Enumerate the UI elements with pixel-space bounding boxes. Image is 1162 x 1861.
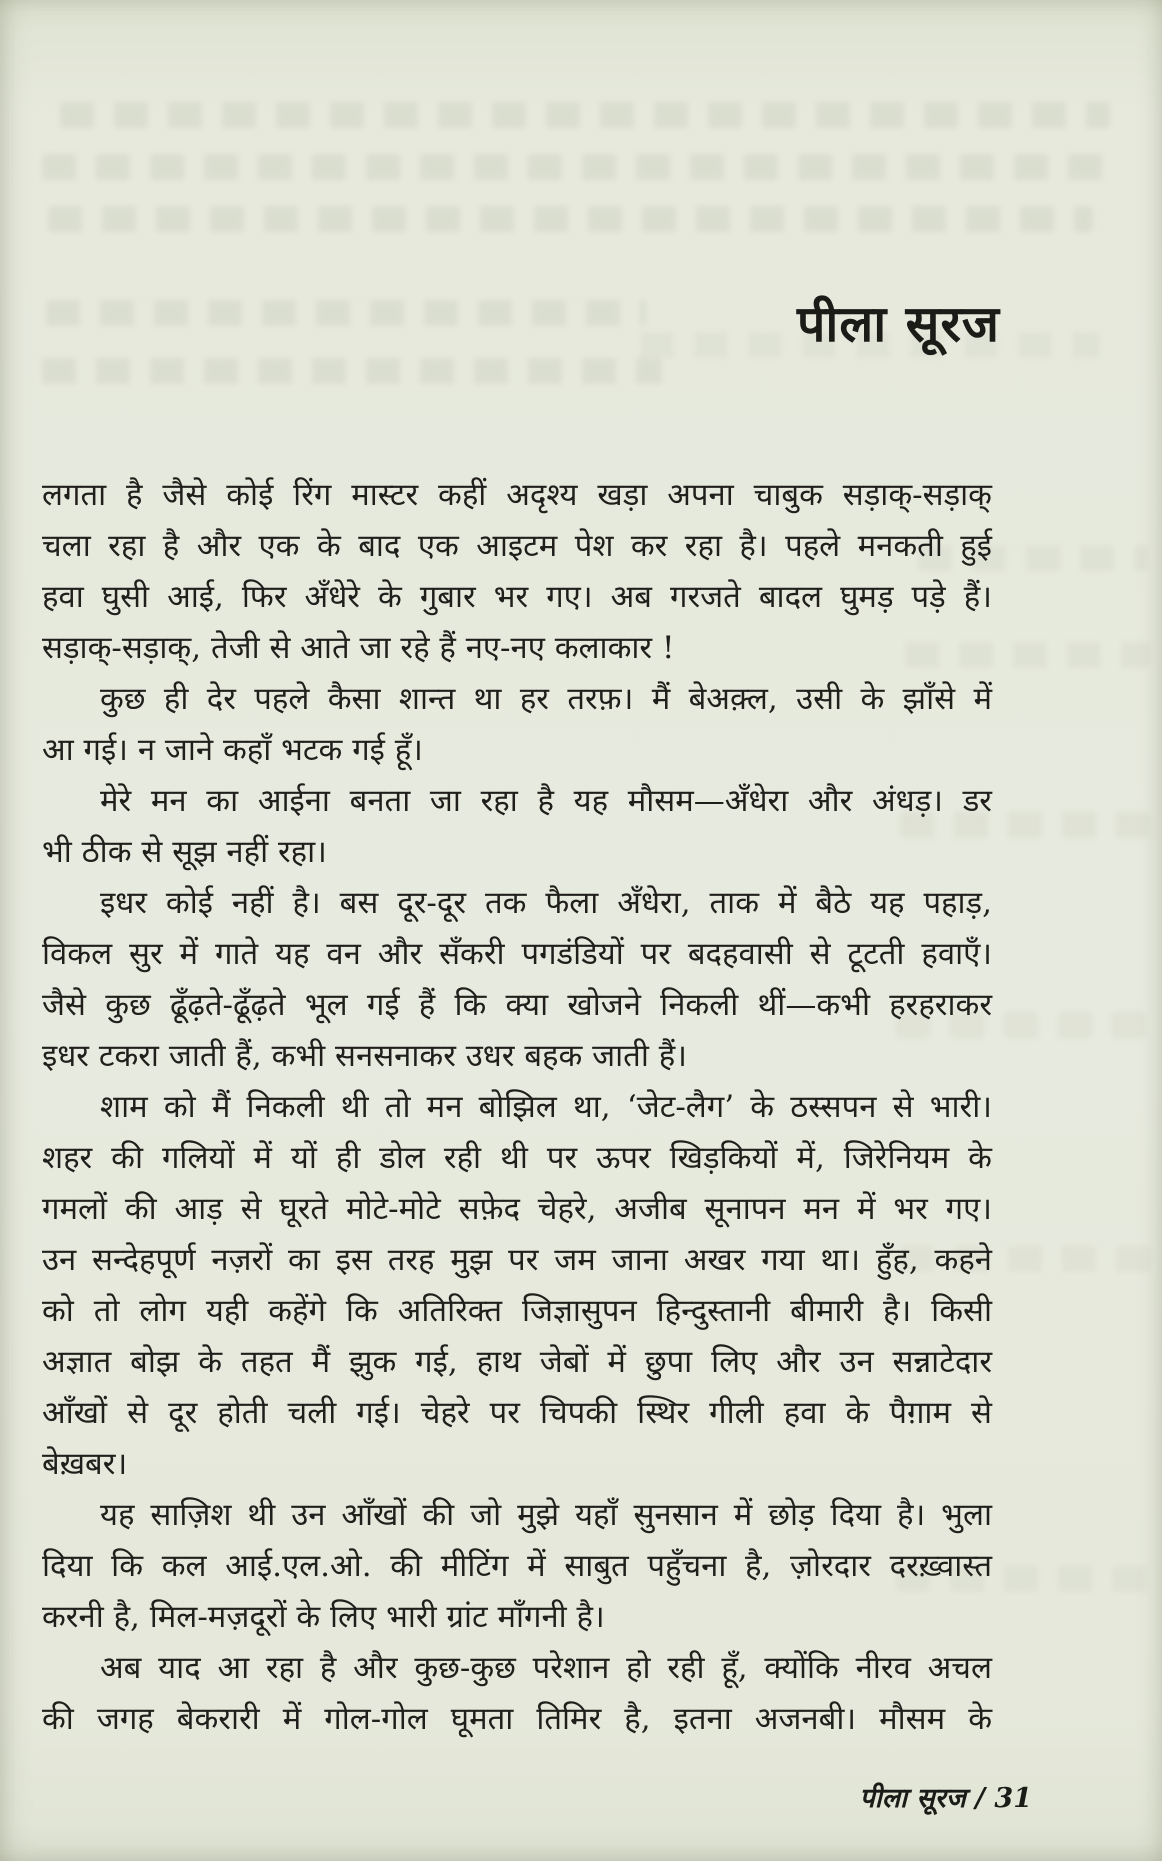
text-line: इधर कोई नहीं है। बस दूर-दूर तक फैला अँधेरा, ताक में बैठे यह पहाड़, xyxy=(100,885,992,921)
text-line: को तो लोग यही कहेंगे कि अतिरिक्त जिज्ञासुपन हिन्दुस्तानी बीमारी है। किसी xyxy=(42,1293,992,1329)
text-line: शाम को मैं निकली थी तो मन बोझिल था, ‘जेट-लैग’ के ठस्सपन से भारी। xyxy=(100,1089,992,1125)
text-line: मेरे मन का आईना बनता जा रहा है यह मौसम—अँधेरा और अंधड़। डर xyxy=(100,783,992,819)
text-line: कुछ ही देर पहले कैसा शान्त था हर तरफ़। मैं बेअक़्ल, उसी के झाँसे में xyxy=(100,681,992,717)
text-line: चला रहा है और एक के बाद एक आइटम पेश कर रहा है। पहले मनकती हुई xyxy=(42,528,992,564)
text-line: इधर टकरा जाती हैं, कभी सनसनाकर उधर बहक जाती हैं। xyxy=(42,1038,687,1074)
bleedthrough-ghost xyxy=(42,154,1107,180)
text-line: उन सन्देहपूर्ण नज़रों का इस तरह मुझ पर जम जाना अखर गया था। हुँह, कहने xyxy=(42,1242,992,1278)
text-line: आ गई। न जाने कहाँ भटक गई हूँ। xyxy=(42,732,423,768)
text-line: जैसे कुछ ढूँढ़ते-ढूँढ़ते भूल गई हैं कि क्या खोजने निकली थीं—कभी हरहराकर xyxy=(42,987,992,1023)
text-line: अब याद आ रहा है और कुछ-कुछ परेशान हो रही हूँ, क्योंकि नीरव अचल xyxy=(100,1650,992,1686)
text-line: हवा घुसी आई, फिर अँधेरे के गुबार भर गए। अब गरजते बादल घुमड़ पड़े हैं। xyxy=(42,579,992,615)
bleedthrough-ghost xyxy=(42,358,662,384)
text-line: बेख़बर। xyxy=(42,1446,128,1482)
bleedthrough-ghost xyxy=(46,300,646,326)
bleedthrough-ghost xyxy=(48,206,1093,232)
text-line: अज्ञात बोझ के तहत मैं झुक गई, हाथ जेबों में छुपा लिए और उन सन्नाटेदार xyxy=(42,1344,992,1380)
text-line: दिया कि कल आई.एल.ओ. की मीटिंग में साबुत पहुँचना है, ज़ोरदार दरख़्वास्त xyxy=(42,1548,992,1584)
body-text xyxy=(42,470,992,1745)
text-line: आँखों से दूर होती चली गई। चेहरे पर चिपकी स्थिर गीली हवा के पैग़ाम से xyxy=(42,1395,992,1431)
text-line: सड़ाक्-सड़ाक्, तेजी से आते जा रहे हैं नए-नए कलाकार ! xyxy=(42,630,675,666)
text-line: भी ठीक से सूझ नहीं रहा। xyxy=(42,834,327,870)
text-line: यह साज़िश थी उन आँखों की जो मुझे यहाँ सुनसान में छोड़ दिया है। भुला xyxy=(100,1497,992,1533)
text-line: लगता है जैसे कोई रिंग मास्टर कहीं अदृश्य खड़ा अपना चाबुक सड़ाक्-सड़ाक् xyxy=(42,477,992,513)
text-line: गमलों की आड़ से घूरते मोटे-मोटे सफ़ेद चेहरे, अजीब सूनापन मन में भर गए। xyxy=(42,1191,992,1227)
text-line: शहर की गलियों में यों ही डोल रही थी पर ऊपर खिड़कियों में, जिरेनियम के xyxy=(42,1140,992,1176)
text-line: विकल सुर में गाते यह वन और सँकरी पगडंडियों पर बदहवासी से टूटती हवाएँ। xyxy=(42,936,992,972)
text-line: करनी है, मिल-मज़दूरों के लिए भारी ग्रांट माँगनी है। xyxy=(42,1599,605,1635)
bleedthrough-ghost xyxy=(60,102,1110,128)
text-line: की जगह बेकरारी में गोल-गोल घूमता तिमिर है, इतना अजनबी। मौसम के xyxy=(42,1701,992,1737)
page-title: पीला सूरज xyxy=(797,294,1000,353)
running-footer: पीला सूरज / 31 xyxy=(859,1783,1032,1814)
